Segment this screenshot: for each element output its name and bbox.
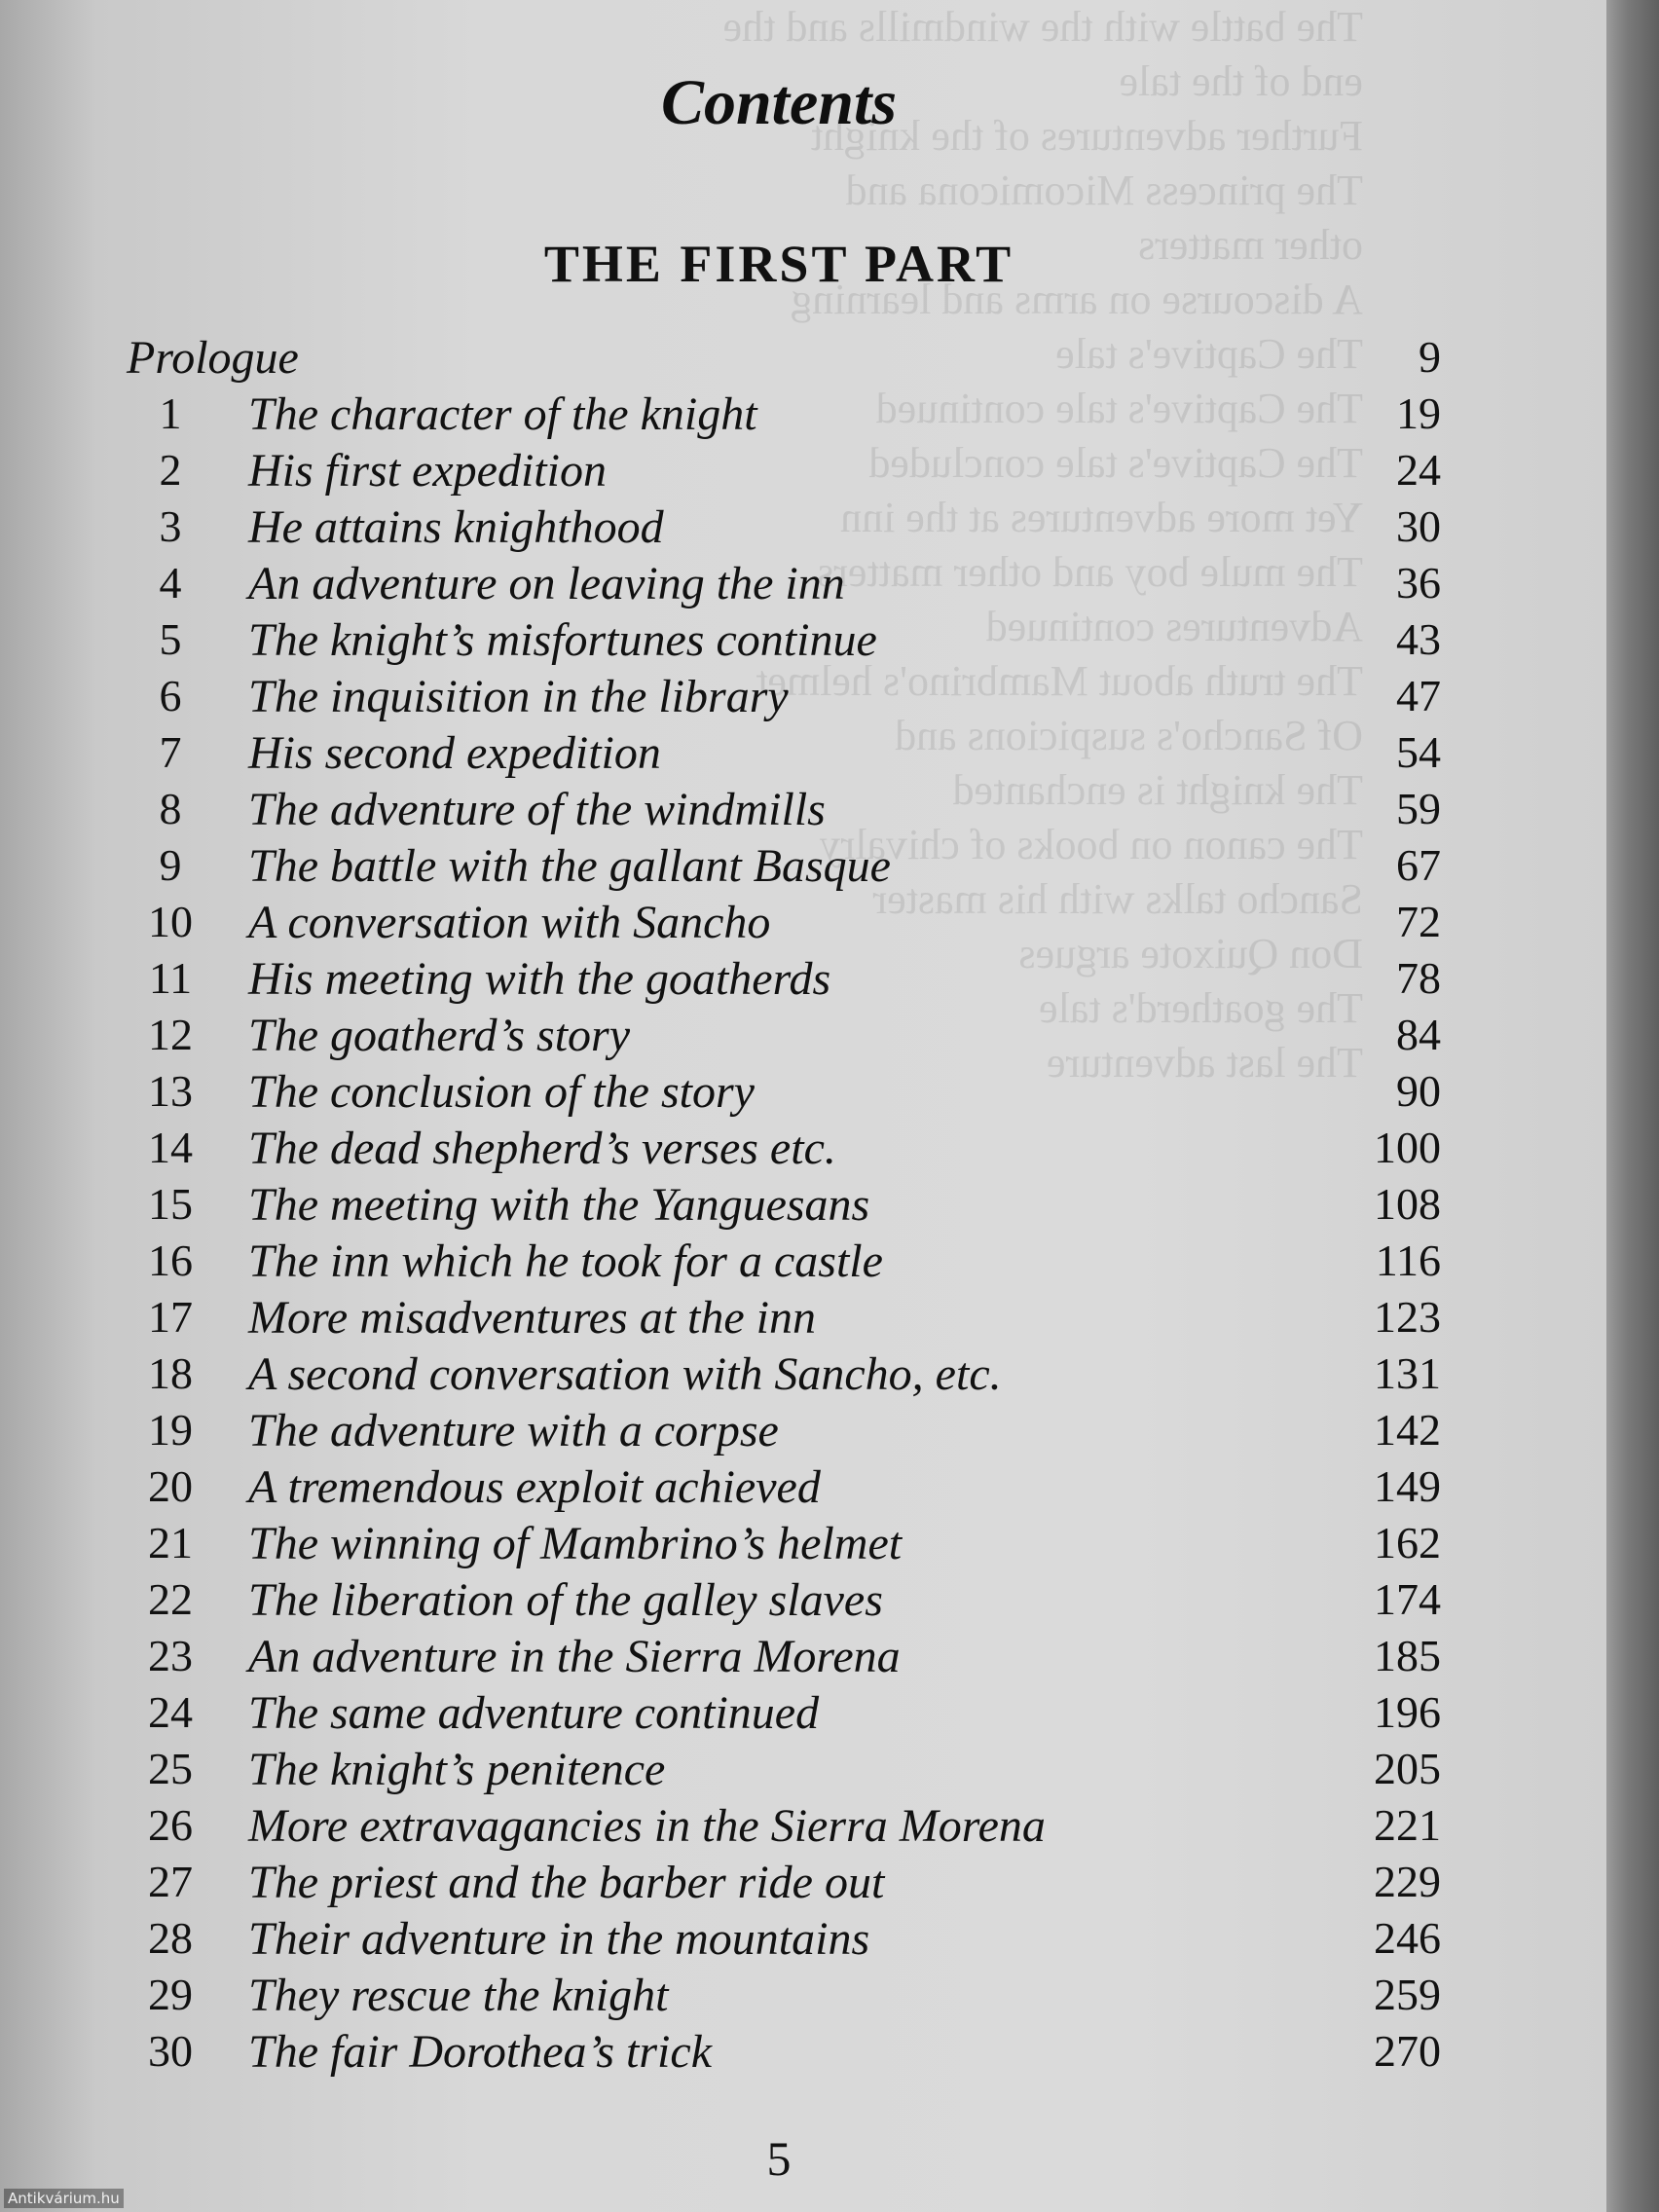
- chapter-title: An adventure on leaving the inn: [248, 558, 845, 609]
- chapter-page-number: 185: [1374, 1631, 1441, 1680]
- chapter-title: The adventure with a corpse: [248, 1405, 779, 1456]
- chapter-page-number: 59: [1396, 784, 1441, 833]
- chapter-number: 3: [159, 501, 182, 551]
- chapter-title: A conversation with Sancho: [248, 897, 771, 948]
- page-number: 5: [766, 2131, 792, 2186]
- prologue-label: Prologue: [127, 332, 299, 384]
- chapter-title: The knight’s misfortunes continue: [248, 614, 877, 666]
- chapter-title: He attains knighthood: [248, 501, 664, 553]
- chapter-page-number: 36: [1396, 558, 1441, 608]
- chapter-number: 23: [148, 1631, 193, 1680]
- chapter-number: 6: [159, 671, 182, 720]
- chapter-title: The liberation of the galley slaves: [248, 1574, 883, 1626]
- chapter-page-number: 90: [1396, 1066, 1441, 1116]
- chapter-number: 1: [159, 388, 182, 438]
- watermark: Antikvárium.hu: [4, 2189, 124, 2208]
- chapter-number: 20: [148, 1461, 193, 1511]
- toc-row: [127, 1065, 1441, 1122]
- chapter-number: 15: [148, 1179, 193, 1229]
- chapter-page-number: 246: [1374, 1913, 1441, 1963]
- chapter-page-number: 108: [1374, 1179, 1441, 1229]
- toc-row: [127, 726, 1441, 783]
- toc-row: [127, 1743, 1441, 1799]
- chapter-page-number: 259: [1374, 1970, 1441, 2019]
- chapter-title: The inquisition in the library: [248, 671, 789, 722]
- page-edge-shadow: [1606, 0, 1659, 2212]
- toc-row: [127, 1235, 1441, 1291]
- chapter-title: More extravagancies in the Sierra Morena: [248, 1800, 1046, 1852]
- chapter-number: 21: [148, 1518, 193, 1567]
- toc-row: [127, 1630, 1441, 1686]
- chapter-page-number: 142: [1374, 1405, 1441, 1455]
- toc-row: [127, 2025, 1441, 2082]
- chapter-number: 24: [148, 1687, 193, 1737]
- chapter-title: A second conversation with Sancho, etc.: [248, 1348, 1002, 1400]
- toc-row: [127, 1969, 1441, 2025]
- chapter-page-number: 43: [1396, 614, 1441, 664]
- toc-row: [127, 1347, 1441, 1404]
- chapter-page-number: 123: [1374, 1292, 1441, 1342]
- toc-row: [127, 1912, 1441, 1969]
- chapter-number: 12: [148, 1010, 193, 1059]
- chapter-number: 5: [159, 614, 182, 664]
- chapter-page-number: 196: [1374, 1687, 1441, 1737]
- chapter-number: 7: [159, 727, 182, 777]
- toc-row: [127, 670, 1441, 726]
- toc-row: [127, 1009, 1441, 1065]
- toc-row: [127, 387, 1441, 444]
- prologue-page-number: 9: [1419, 332, 1441, 382]
- toc-row: [127, 613, 1441, 670]
- table-of-contents: [127, 387, 1441, 2082]
- chapter-title: The winning of Mambrino’s helmet: [248, 1518, 903, 1569]
- chapter-page-number: 205: [1374, 1744, 1441, 1793]
- chapter-number: 26: [148, 1800, 193, 1850]
- chapter-title: The conclusion of the story: [248, 1066, 755, 1118]
- chapter-number: 14: [148, 1123, 193, 1172]
- chapter-page-number: 54: [1396, 727, 1441, 777]
- toc-row: [127, 1404, 1441, 1460]
- chapter-title: The meeting with the Yanguesans: [248, 1179, 870, 1231]
- chapter-title: The battle with the gallant Basque: [248, 840, 891, 892]
- chapter-title: Their adventure in the mountains: [248, 1913, 870, 1965]
- toc-row: [127, 557, 1441, 613]
- chapter-title: An adventure in the Sierra Morena: [248, 1631, 901, 1682]
- toc-row: [127, 1291, 1441, 1347]
- chapter-page-number: 100: [1374, 1123, 1441, 1172]
- chapter-title: More misadventures at the inn: [248, 1292, 817, 1344]
- toc-row: [127, 1460, 1441, 1517]
- chapter-number: 17: [148, 1292, 193, 1342]
- toc-row: [127, 839, 1441, 896]
- chapter-number: 16: [148, 1235, 193, 1285]
- chapter-number: 29: [148, 1970, 193, 2019]
- toc-row: [127, 896, 1441, 952]
- chapter-page-number: 84: [1396, 1010, 1441, 1059]
- chapter-number: 13: [148, 1066, 193, 1116]
- chapter-page-number: 72: [1396, 897, 1441, 946]
- toc-row: [127, 1856, 1441, 1912]
- chapter-title: The goatherd’s story: [248, 1010, 631, 1061]
- toc-row: [127, 952, 1441, 1009]
- chapter-title: His second expedition: [248, 727, 661, 779]
- chapter-page-number: 162: [1374, 1518, 1441, 1567]
- chapter-title: The same adventure continued: [248, 1687, 820, 1739]
- toc-row: [127, 1517, 1441, 1573]
- toc-row: [127, 1799, 1441, 1856]
- toc-prologue-row: [127, 331, 1441, 387]
- chapter-number: 9: [159, 840, 182, 890]
- page-title: Contents: [660, 67, 898, 138]
- chapter-page-number: 174: [1374, 1574, 1441, 1624]
- chapter-title: The character of the knight: [248, 388, 757, 440]
- chapter-page-number: 47: [1396, 671, 1441, 720]
- chapter-title: His first expedition: [248, 445, 607, 497]
- toc-row: [127, 444, 1441, 500]
- chapter-page-number: 67: [1396, 840, 1441, 890]
- chapter-title: The adventure of the windmills: [248, 784, 826, 835]
- chapter-number: 27: [148, 1857, 193, 1906]
- chapter-page-number: 221: [1374, 1800, 1441, 1850]
- toc-row: [127, 1122, 1441, 1178]
- toc-row: [127, 783, 1441, 839]
- chapter-page-number: 19: [1396, 388, 1441, 438]
- toc-row: [127, 1178, 1441, 1235]
- chapter-page-number: 30: [1396, 501, 1441, 551]
- chapter-number: 10: [148, 897, 193, 946]
- chapter-title: The knight’s penitence: [248, 1744, 666, 1795]
- show-through-text: The battle with the windmills and the end of the tale Further adventures of the knight The princess Micomicona and other matters A discourse on arms and learning The Captive's tale The Captive's tale continued The Captive's tale concluded Yet more adventures at the inn The mule boy and other matters Adventures continued The truth about Mambrino's helmet Of Sancho's suspicions and The knight is enchanted The canon on books of chivalry Sancho talks with his master Don Quixote argues The goatherd's tale The last adventure: [722, 3, 1363, 1087]
- chapter-page-number: 24: [1396, 445, 1441, 495]
- chapter-title: They rescue the knight: [248, 1970, 669, 2021]
- chapter-number: 30: [148, 2026, 193, 2076]
- chapter-number: 25: [148, 1744, 193, 1793]
- chapter-title: The priest and the barber ride out: [248, 1857, 885, 1908]
- chapter-title: The dead shepherd’s verses etc.: [248, 1123, 836, 1174]
- toc-row: [127, 1686, 1441, 1743]
- chapter-title: The fair Dorothea’s trick: [248, 2026, 712, 2078]
- chapter-page-number: 78: [1396, 953, 1441, 1003]
- chapter-title: A tremendous exploit achieved: [248, 1461, 821, 1513]
- chapter-page-number: 229: [1374, 1857, 1441, 1906]
- chapter-title: His meeting with the goatherds: [248, 953, 831, 1005]
- toc-row: [127, 1573, 1441, 1630]
- chapter-number: 8: [159, 784, 182, 833]
- chapter-page-number: 131: [1374, 1348, 1441, 1398]
- chapter-page-number: 270: [1374, 2026, 1441, 2076]
- chapter-number: 2: [159, 445, 182, 495]
- chapter-number: 19: [148, 1405, 193, 1455]
- toc-row: [127, 500, 1441, 557]
- chapter-number: 22: [148, 1574, 193, 1624]
- chapter-number: 18: [148, 1348, 193, 1398]
- chapter-number: 28: [148, 1913, 193, 1963]
- chapter-title: The inn which he took for a castle: [248, 1235, 883, 1287]
- chapter-number: 4: [159, 558, 182, 608]
- section-heading: THE FIRST PART: [543, 235, 1014, 293]
- chapter-page-number: 149: [1374, 1461, 1441, 1511]
- chapter-number: 11: [148, 953, 193, 1003]
- chapter-page-number: 116: [1375, 1235, 1441, 1285]
